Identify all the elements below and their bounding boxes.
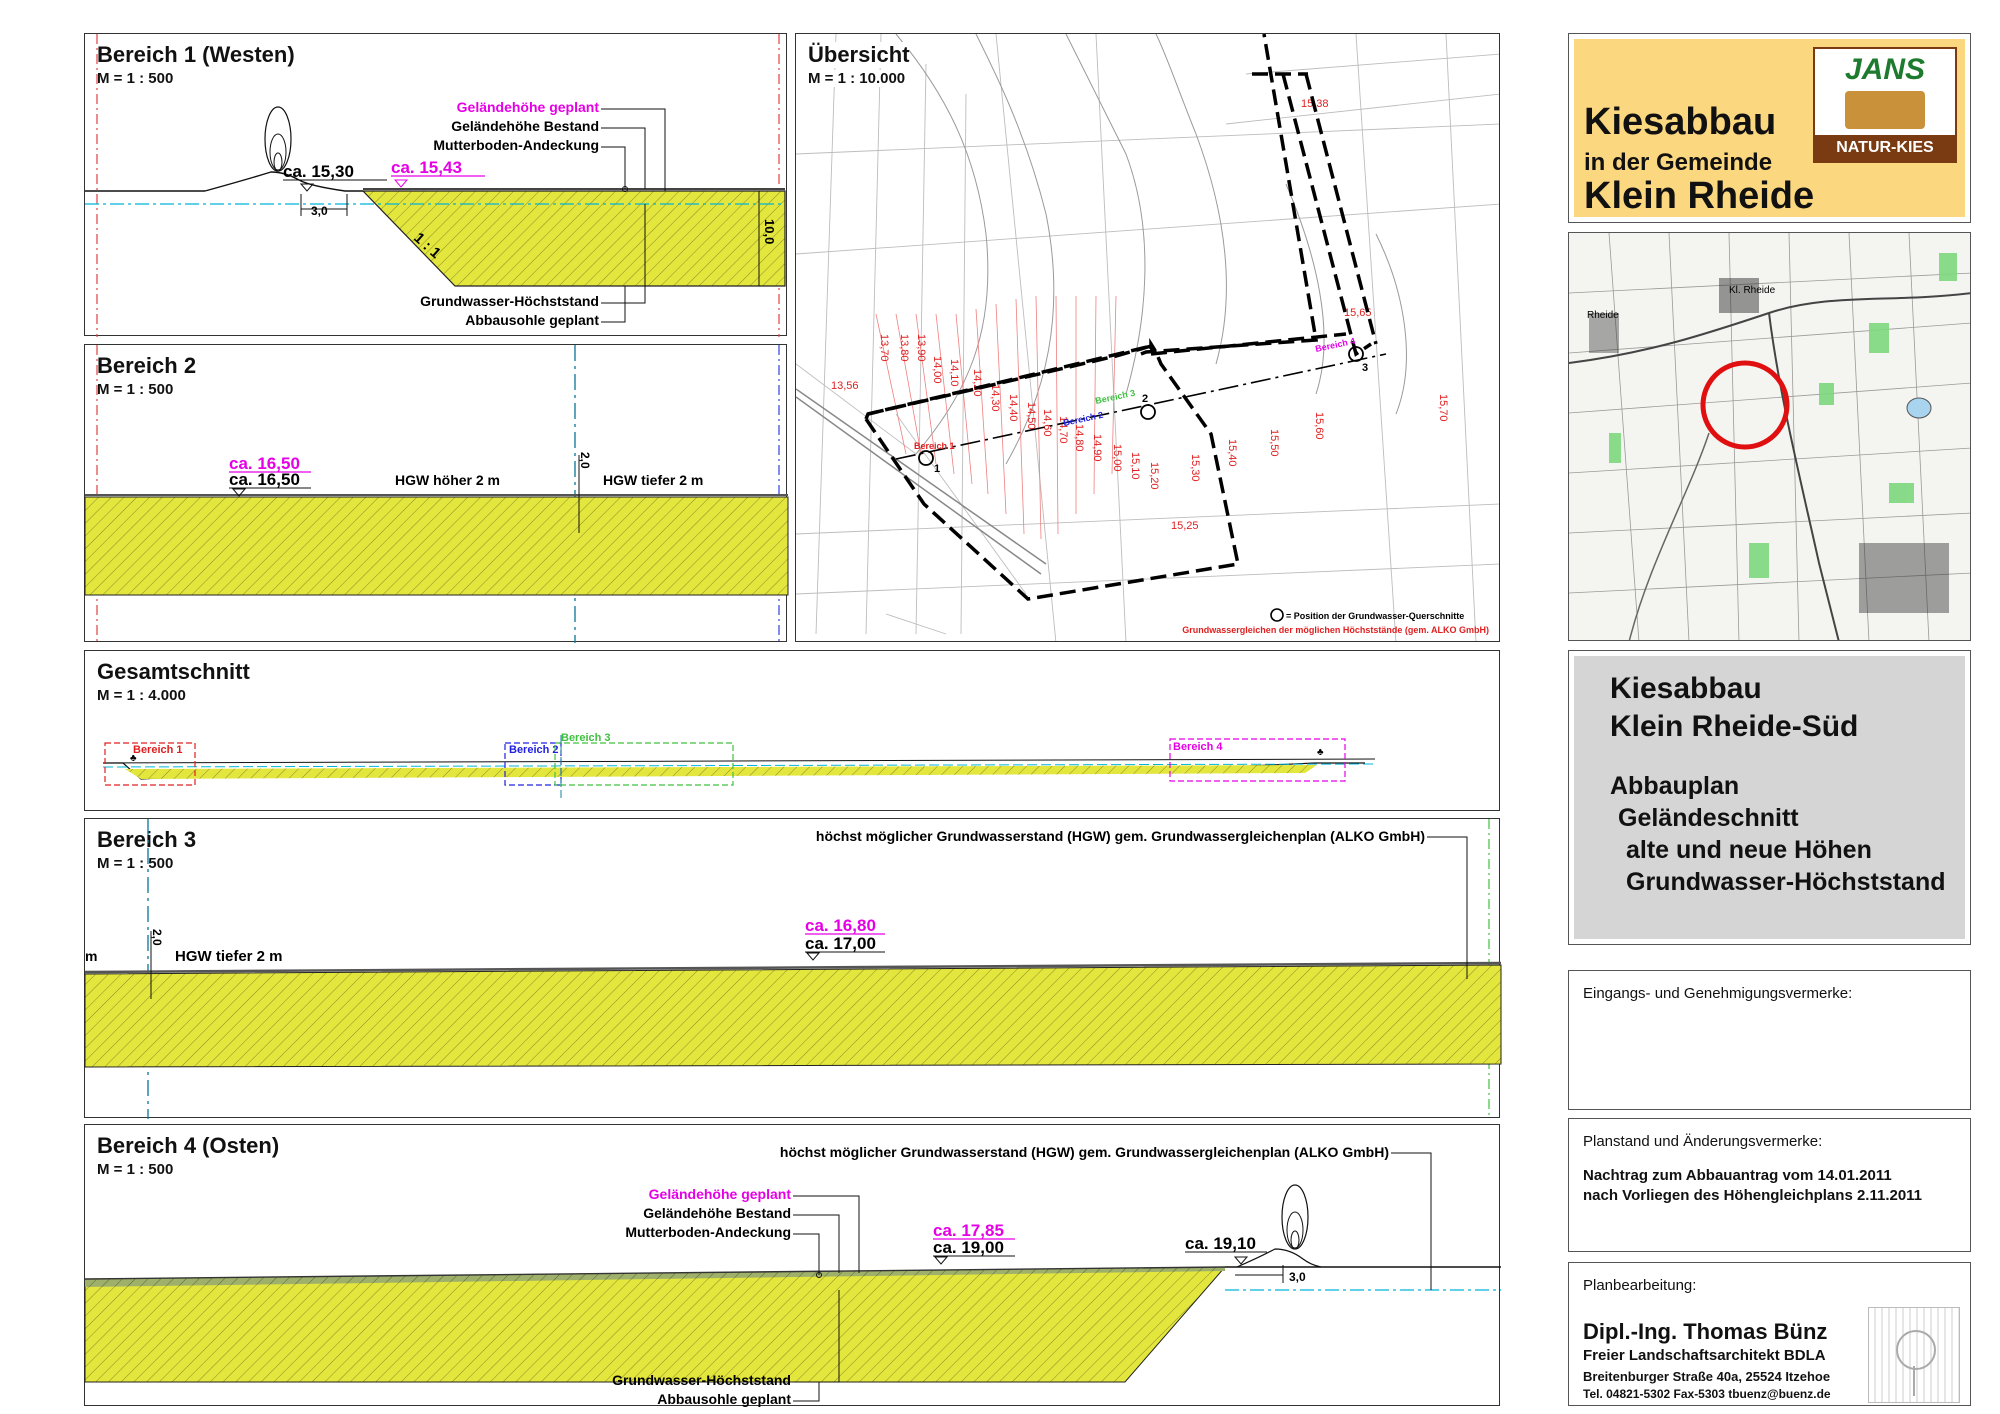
svg-text:ca. 16,50: ca. 16,50 [229,454,300,473]
project-line2: Klein Rheide-Süd [1610,710,1859,743]
svg-text:3: 3 [1362,362,1369,374]
svg-text:Kl. Rheide: Kl. Rheide [1729,285,1776,296]
svg-text:14,30: 14,30 [989,384,1001,412]
panel-bereich3 [84,818,1500,1118]
scale-label: M = 1 : 10.000 [808,70,906,87]
svg-text:Bereich 2: Bereich 2 [509,744,559,756]
svg-text:13,80: 13,80 [898,334,910,362]
panel-title: Bereich 4 (Osten) [97,1133,280,1158]
svg-text:14,50: 14,50 [1025,402,1037,430]
svg-text:Bereich 1: Bereich 1 [914,441,955,451]
section-drawing-bereich1 [85,34,788,337]
dragonfly-icon [1845,91,1925,129]
svg-text:ca. 19,10: ca. 19,10 [1185,1234,1256,1253]
tree-icon [1282,1185,1308,1249]
svg-text:HGW höher 2 m: HGW höher 2 m [395,472,501,488]
plan-line1: Abbauplan [1610,772,1740,800]
svg-text:Geländehöhe geplant: Geländehöhe geplant [456,99,599,115]
author-box [1568,1262,1971,1406]
svg-text:HGW tiefer 2 m: HGW tiefer 2 m [603,472,704,488]
panel-title: Gesamtschnitt [97,659,250,684]
svg-text:13,56: 13,56 [831,380,859,392]
svg-text:ca. 15,43: ca. 15,43 [391,158,462,177]
author-title: Freier Landschaftsarchitekt BDLA [1583,1347,1826,1364]
overall-section-drawing [85,651,1501,812]
panel-bereich4 [84,1124,1500,1406]
svg-text:höchst möglicher Grundwasserst: höchst möglicher Grundwasserstand (HGW) gem. Grundwassergleichenplan (ALKO GmbH) [815,828,1425,844]
svg-text:ca. 17,00: ca. 17,00 [805,934,876,953]
svg-text:3,0: 3,0 [1289,1270,1306,1284]
logo-subtitle: NATUR-KIES [1815,135,1955,161]
scale-label: M = 1 : 500 [97,855,174,872]
project-line1: Kiesabbau [1610,672,1762,705]
approval-label: Eingangs- und Genehmigungsvermerke: [1583,985,1853,1002]
scale-label: M = 1 : 500 [97,381,174,398]
svg-text:Abbausohle geplant: Abbausohle geplant [465,312,599,328]
svg-text:Geländehöhe geplant: Geländehöhe geplant [648,1186,791,1202]
svg-text:15,40: 15,40 [1226,439,1238,467]
svg-text:HGW tiefer 2 m: HGW tiefer 2 m [175,948,283,965]
svg-text:m: m [85,948,98,964]
author-address: Breitenburger Straße 40a, 25524 Itzehoe [1583,1369,1831,1384]
approval-box [1568,970,1971,1110]
svg-text:2,0: 2,0 [578,452,592,469]
section-drawing-bereich3 [85,819,1501,1119]
section-drawing-bereich4 [85,1125,1501,1407]
svg-text:3,0: 3,0 [311,204,328,218]
svg-text:15,38: 15,38 [1301,98,1329,110]
location-map-drawing [1569,233,1971,641]
svg-text:1 : 1: 1 : 1 [410,229,445,263]
svg-text:14,40: 14,40 [1007,394,1019,422]
author-label: Planbearbeitung: [1583,1277,1697,1294]
svg-text:ca. 19,00: ca. 19,00 [933,1238,1004,1257]
revision-line1: Nachtrag zum Abbauantrag vom 14.01.2011 [1583,1167,1892,1184]
svg-text:15,00: 15,00 [1111,444,1123,472]
svg-text:Bereich 3: Bereich 3 [561,732,611,744]
plan-line4: Grundwasser-Höchststand [1626,868,1946,896]
svg-text:Grundwasser-Höchststand: Grundwasser-Höchststand [612,1372,791,1388]
svg-text:14,00: 14,00 [931,356,943,384]
tree-icon: ♣ [130,753,137,764]
project-title-box [1568,650,1971,945]
svg-text:14,70: 14,70 [1057,416,1069,444]
svg-text:Abbausohle geplant: Abbausohle geplant [657,1391,791,1407]
svg-text:10,0: 10,0 [762,219,777,245]
title-line3: Klein Rheide [1584,175,1815,217]
svg-text:1: 1 [934,463,941,475]
svg-text:15,50: 15,50 [1268,429,1280,457]
project-location-circle [1703,363,1787,447]
svg-text:15,30: 15,30 [1189,454,1201,482]
svg-text:= Position der Grundwasser-Que: = Position der Grundwasser-Querschnitte [1286,611,1465,621]
svg-text:Geländehöhe Bestand: Geländehöhe Bestand [451,118,599,134]
author-name: Dipl.-Ing. Thomas Bünz [1583,1319,1828,1344]
svg-text:ca. 15,30: ca. 15,30 [283,162,354,181]
svg-text:Bereich 3: Bereich 3 [1094,387,1137,406]
panel-bereich1 [84,33,787,336]
revision-box [1568,1118,1971,1252]
location-map [1568,232,1971,641]
svg-text:Grundwassergleichen der möglic: Grundwassergleichen der möglichen Höchststände (gem. ALKO GmbH) [1182,625,1489,635]
scale-label: M = 1 : 4.000 [97,687,186,704]
panel-bereich2 [84,344,787,642]
svg-text:14,90: 14,90 [1091,434,1103,462]
plan-line2: Geländeschnitt [1618,804,1799,832]
svg-text:ca. 16,80: ca. 16,80 [805,916,876,935]
revision-line2: nach Vorliegen des Höhengleichplans 2.11.2011 [1583,1187,1923,1204]
svg-text:14,10: 14,10 [948,359,960,387]
svg-text:14,20: 14,20 [971,369,983,397]
svg-text:ca. 16,50: ca. 16,50 [229,470,300,489]
svg-text:15,10: 15,10 [1129,452,1141,480]
panel-title: Übersicht [808,42,910,67]
svg-text:2,0: 2,0 [150,929,164,946]
title-line1: Kiesabbau [1584,101,1777,143]
svg-text:Bereich 4: Bereich 4 [1314,335,1357,354]
panel-title: Bereich 3 [97,827,197,852]
svg-text:Mutterboden-Andeckung: Mutterboden-Andeckung [625,1224,791,1240]
svg-text:Rheide: Rheide [1587,310,1619,321]
svg-text:Grundwasser-Höchststand: Grundwasser-Höchststand [420,293,599,309]
scale-label: M = 1 : 500 [97,1161,174,1178]
logo-wordmark: JANS [1844,53,1926,86]
office-logo [1868,1307,1960,1403]
svg-text:Bereich 4: Bereich 4 [1173,741,1223,753]
svg-text:Geländehöhe Bestand: Geländehöhe Bestand [643,1205,791,1221]
svg-text:15,25: 15,25 [1171,520,1199,532]
panel-gesamtschnitt [84,650,1500,811]
svg-text:13,90: 13,90 [915,334,927,362]
section-drawing-bereich2 [85,345,788,643]
svg-text:Bereich 1: Bereich 1 [133,744,183,756]
plan-line3: alte und neue Höhen [1626,836,1872,864]
svg-text:2: 2 [1142,393,1149,405]
svg-text:14,60: 14,60 [1041,409,1053,437]
svg-text:höchst möglicher Grundwasserst: höchst möglicher Grundwasserstand (HGW) gem. Grundwassergleichenplan (ALKO GmbH) [779,1144,1389,1160]
svg-text:15,20: 15,20 [1148,462,1160,490]
svg-text:15,60: 15,60 [1313,412,1325,440]
author-contact: Tel. 04821-5302 Fax-5303 tbuenz@buenz.de [1583,1387,1831,1401]
revision-label: Planstand und Änderungsvermerke: [1583,1133,1823,1150]
svg-text:13,70: 13,70 [878,334,890,362]
title-line2: in der Gemeinde [1584,149,1773,176]
svg-text:ca. 17,85: ca. 17,85 [933,1221,1004,1240]
title-sign [1568,33,1971,223]
panel-title: Bereich 2 [97,353,197,378]
svg-text:15,65: 15,65 [1344,307,1372,319]
svg-text:Bereich 2: Bereich 2 [1062,409,1105,428]
overview-map [796,34,1500,642]
svg-text:Mutterboden-Andeckung: Mutterboden-Andeckung [433,137,599,153]
svg-text:15,70: 15,70 [1437,394,1449,422]
svg-text:14,80: 14,80 [1073,424,1085,452]
panel-overview-map [795,33,1500,642]
jans-logo [1813,47,1957,163]
panel-title: Bereich 1 (Westen) [97,42,295,67]
scale-label: M = 1 : 500 [97,70,174,87]
tree-icon: ♣ [1317,747,1324,758]
